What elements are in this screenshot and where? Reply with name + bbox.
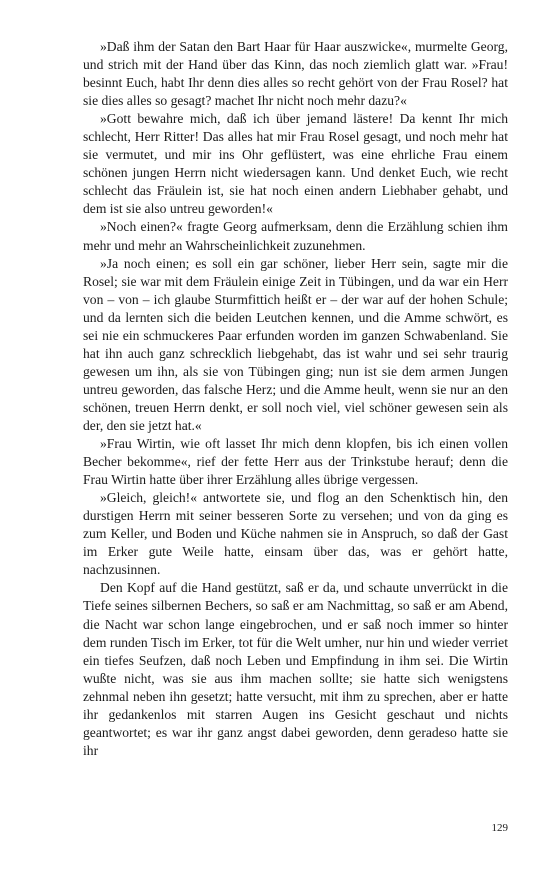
paragraph: »Ja noch einen; es soll ein gar schöner, lieber Herr sein, sagte mir die Rosel; sie war mit dem Fräulein einige Zeit in Tübingen, und da war ein Herr von – von – ich glaube Sturmfittich heißt er – der war auf der hohen Schule; und da lernten sich die beiden Leutchen kennen, und die Amme schwört, es sei nie ein schmuckeres Paar erfunden worden im ganzen Schwabenland. Sie hat ihn auch ganz schrecklich liebgehabt, das ist wahr und sei sehr traurig gewesen um ihn, als sie von Tübingen ging; nun ist sie dem armen Jungen untreu geworden, das falsche Herz; und die Amme heult, wenn sie nur an den schönen, treuen Herrn denkt, er soll noch viel, viel schöner gewesen sein als der, den sie jetzt hat.«: [83, 255, 508, 433]
paragraph: »Gott bewahre mich, daß ich über jemand lästere! Da kennt Ihr mich schlecht, Herr Ritter! Das alles hat mir Frau Rosel gesagt, und noch mehr hat sie vermutet, und mir ins Ohr geflüstert, was eine ehrliche Frau einem schönen jungen Herrn nicht wiedersagen kann. Und denket Euch, wie recht schlecht das Fräulein ist, sie hat noch einen andern Liebhaber gehabt, und dem ist sie also untreu geworden!«: [83, 111, 508, 217]
page-number: 129: [491, 822, 508, 834]
paragraph: »Frau Wirtin, wie oft lasset Ihr mich denn klopfen, bis ich einen vollen Becher bekomme«, rief der fette Herr aus der Trinkstube herauf; denn die Frau Wirtin hatte über ihrer Erzählung alles übrige vergessen.: [83, 436, 508, 488]
paragraph: »Daß ihm der Satan den Bart Haar für Haar auszwicke«, murmelte Georg, und strich mit der Hand über das Kinn, das noch ziemlich glatt war. »Frau! besinnt Euch, habt Ihr denn dies alles so recht gehört von der Frau Rosel? hat sie dies alles so gesagt? machet Ihr nicht noch mehr dazu?«: [83, 39, 508, 109]
paragraph: »Noch einen?« fragte Georg aufmerksam, denn die Erzählung schien ihm mehr und mehr an Wahrscheinlichkeit zuzunehmen.: [83, 219, 508, 253]
paragraph: Den Kopf auf die Hand gestützt, saß er da, und schaute unverrückt in die Tiefe seines silbernen Bechers, so saß er am Nachmittag, so saß er am Abend, die Nacht war schon lange eingebrochen, und er saß noch immer so hinter dem runden Tisch im Erker, tot für die Welt umher, nur hin und wieder verriet ein tiefes Seufzen, daß noch Leben und Empfindung in ihm sei. Die Wirtin wußte nicht, was sie aus ihm machen sollte; sie hatte sich wenigstens zehnmal neben ihn gesetzt; hatte versucht, mit ihm zu sprechen, aber er hatte ihr gedankenlos mit starren Augen ins Gesicht geschaut und nichts geantwortet; es war ihr ganz angst dabei geworden, denn geradeso hatte sie ihr: [83, 580, 508, 758]
paragraph: »Gleich, gleich!« antwortete sie, und flog an den Schenktisch hin, den durstigen Herrn mit seiner besseren Sorte zu versehen; und von da ging es zum Keller, und Boden und Küche nahmen sie in Anspruch, so daß der Gast im Erker gute Weile hatte, einsam über das, was er gehört hatte, nachzusinnen.: [83, 490, 508, 578]
body-text: [83, 38, 508, 760]
